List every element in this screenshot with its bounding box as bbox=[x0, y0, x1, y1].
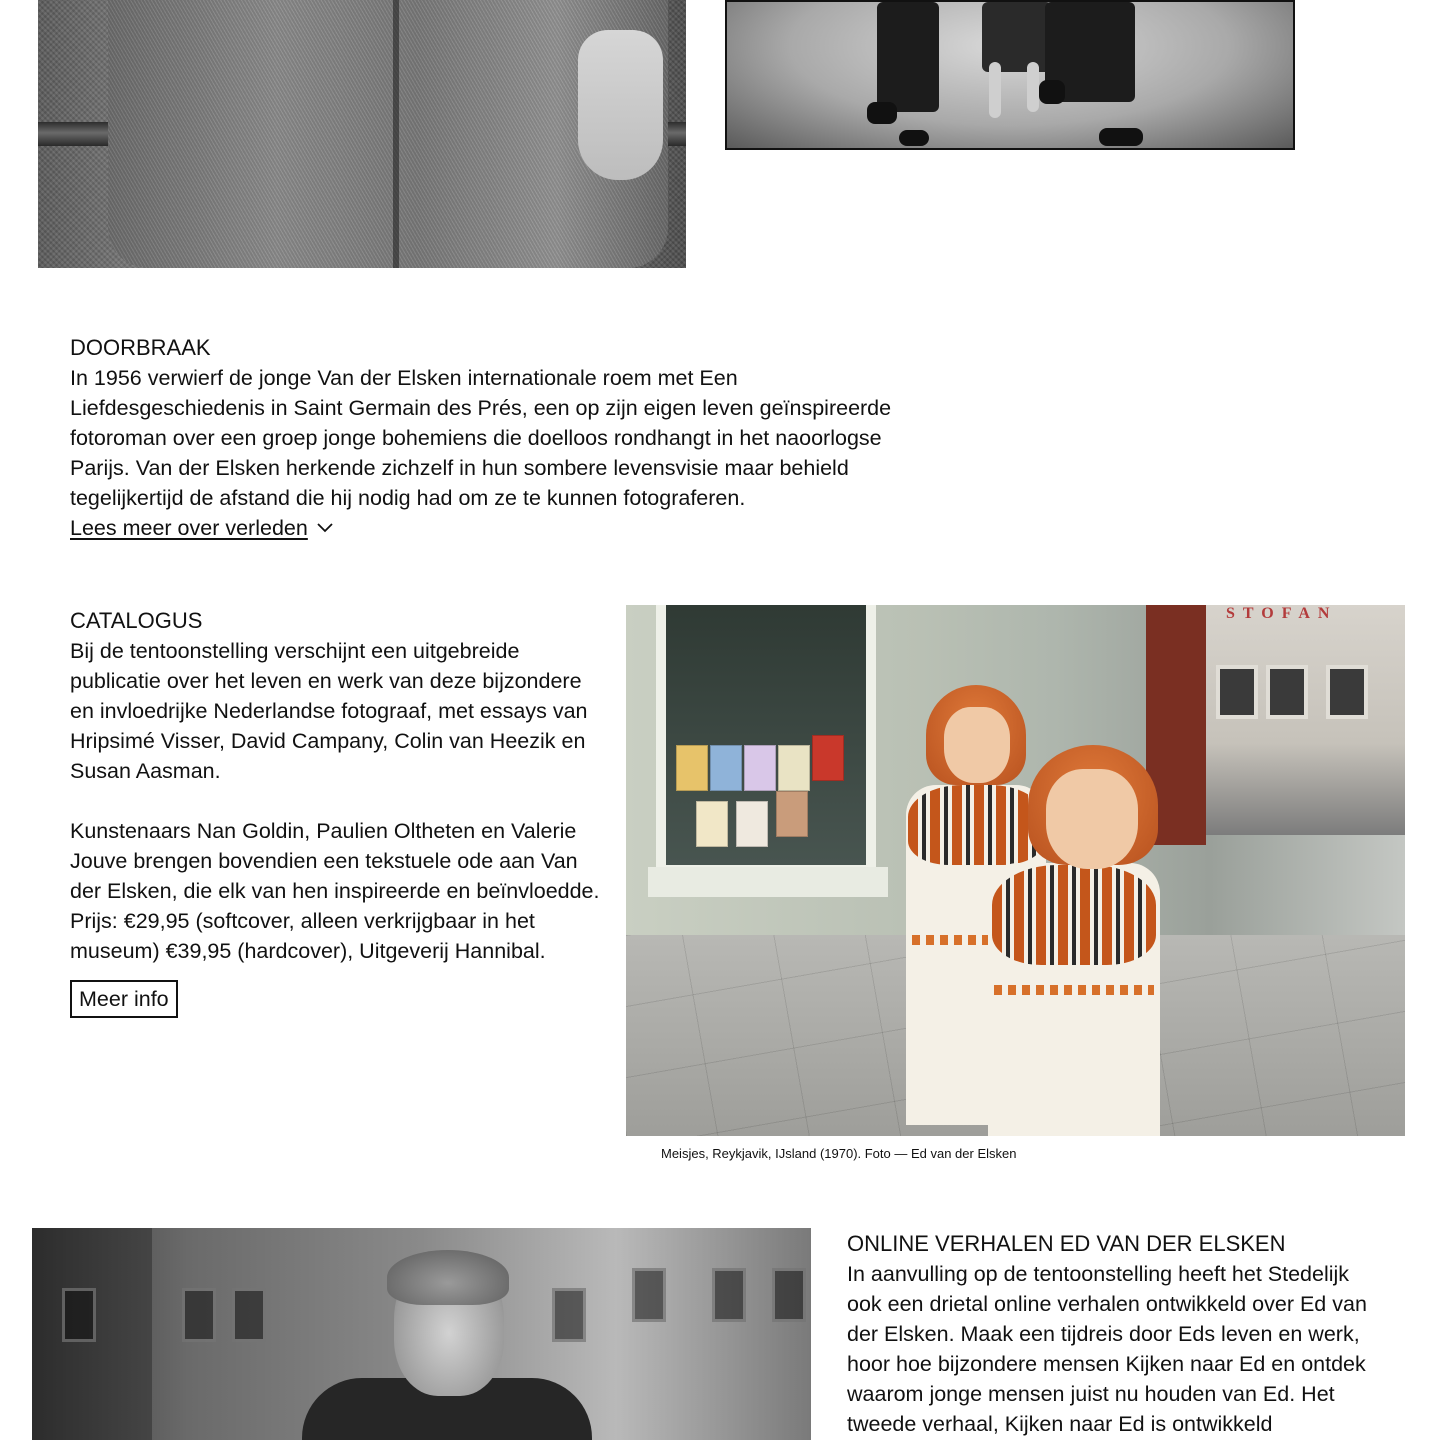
photo-sweater-pattern bbox=[908, 785, 1044, 865]
photo-girls-reykjavik bbox=[626, 605, 1405, 1136]
photo-street-window bbox=[1266, 665, 1308, 719]
photo-street bbox=[1206, 605, 1405, 835]
photo-window-sill bbox=[648, 867, 888, 897]
photo-building-window bbox=[182, 1288, 216, 1342]
section-doorbraak bbox=[70, 333, 930, 543]
photo-shoe bbox=[1099, 128, 1143, 146]
photo-caption: Meisjes, Reykjavik, IJsland (1970). Foto — Ed van der Elsken bbox=[661, 1146, 1017, 1161]
photo-book bbox=[744, 745, 776, 791]
paragraph-spacer bbox=[70, 786, 600, 816]
photo-book bbox=[776, 791, 808, 837]
photo-shoe bbox=[1039, 80, 1065, 104]
photo-book bbox=[676, 745, 708, 791]
photo-hand bbox=[578, 30, 663, 180]
meer-info-button[interactable]: Meer info bbox=[70, 980, 178, 1018]
photo-self-portrait bbox=[32, 1228, 811, 1440]
section-body: In aanvulling op de tentoonstelling heeft het Stedelijk ook een drietal online verhalen ontwikkeld over Ed van der Elsken. Maak een tijdreis door Eds leven en werk, hoor hoe bijzondere mensen Kijken naar Ed en ontdek waarom jonge mensen juist nu houden van Ed. Het tweede verhaal, Kijken naar Ed is ontwikkeld bbox=[847, 1262, 1367, 1436]
photo-book bbox=[696, 801, 728, 847]
photo-book bbox=[778, 745, 810, 791]
photo-shoe bbox=[899, 130, 929, 146]
photo-face bbox=[1046, 769, 1138, 869]
section-heading: DOORBRAAK bbox=[70, 335, 211, 360]
photo-man-hair bbox=[387, 1250, 509, 1305]
photo-coat-fold bbox=[393, 0, 399, 268]
photo-leg bbox=[989, 62, 1001, 118]
photo-figure-left bbox=[877, 2, 939, 112]
photo-sweater-band bbox=[994, 985, 1154, 995]
section-catalogus bbox=[70, 606, 600, 1018]
chevron-down-icon bbox=[314, 516, 336, 538]
read-more-label: Lees meer over verleden bbox=[70, 516, 308, 540]
photo-building-window bbox=[712, 1268, 746, 1322]
photo-sweater-pattern bbox=[992, 865, 1156, 965]
photo-building-window bbox=[232, 1288, 266, 1342]
section-body: In 1956 verwierf de jonge Van der Elsken internationale roem met Een Liefdesgeschiedenis in Saint Germain des Prés, een op zijn eigen leven geïnspireerde fotoroman over een groep jonge bohemiens die doelloos rondhangt in het naoorlogse Parijs. Van der Elsken herkende zichzelf in hun sombere levensvisie maar behield tegelijkertijd de afstand die hij nodig had om ze te kunnen fotograferen. bbox=[70, 366, 892, 510]
catalogus-paragraph-2: Kunstenaars Nan Goldin, Paulien Oltheten en Valerie Jouve brengen bovendien een tekstuele ode aan Van der Elsken, die elk van hen inspireerde en beïnvloedde. bbox=[70, 819, 600, 903]
section-heading: ONLINE VERHALEN ED VAN DER ELSKEN bbox=[847, 1231, 1286, 1256]
photo-book bbox=[736, 801, 768, 847]
read-more-link[interactable] bbox=[70, 513, 336, 543]
photo-book bbox=[812, 735, 844, 781]
photo-coat-detail bbox=[38, 0, 686, 268]
catalogus-price: Prijs: €29,95 (softcover, alleen verkrijgbaar in het museum) €39,95 (hardcover), Uitgeverij Hannibal. bbox=[70, 909, 546, 963]
photo-book bbox=[710, 745, 742, 791]
section-online-verhalen bbox=[847, 1229, 1377, 1439]
photo-building-window bbox=[772, 1268, 806, 1322]
photo-shoe bbox=[867, 102, 897, 124]
photo-face bbox=[944, 707, 1010, 783]
photo-three-walkers bbox=[725, 0, 1295, 150]
photo-street-window bbox=[1326, 665, 1368, 719]
section-heading: CATALOGUS bbox=[70, 608, 203, 633]
photo-street-window bbox=[1216, 665, 1258, 719]
photo-leg bbox=[1027, 62, 1039, 112]
photo-shop-sign: STOFAN bbox=[1226, 605, 1338, 622]
photo-building-window bbox=[62, 1288, 96, 1342]
catalogus-paragraph-1: Bij de tentoonstelling verschijnt een uitgebreide publicatie over het leven en werk van deze bijzondere en invloedrijke Nederlandse fotograaf, met essays van Hripsimé Visser, David Campany, Colin van Heezik en Susan Aasman. bbox=[70, 639, 588, 783]
photo-building-window bbox=[632, 1268, 666, 1322]
photo-building-window bbox=[552, 1288, 586, 1342]
